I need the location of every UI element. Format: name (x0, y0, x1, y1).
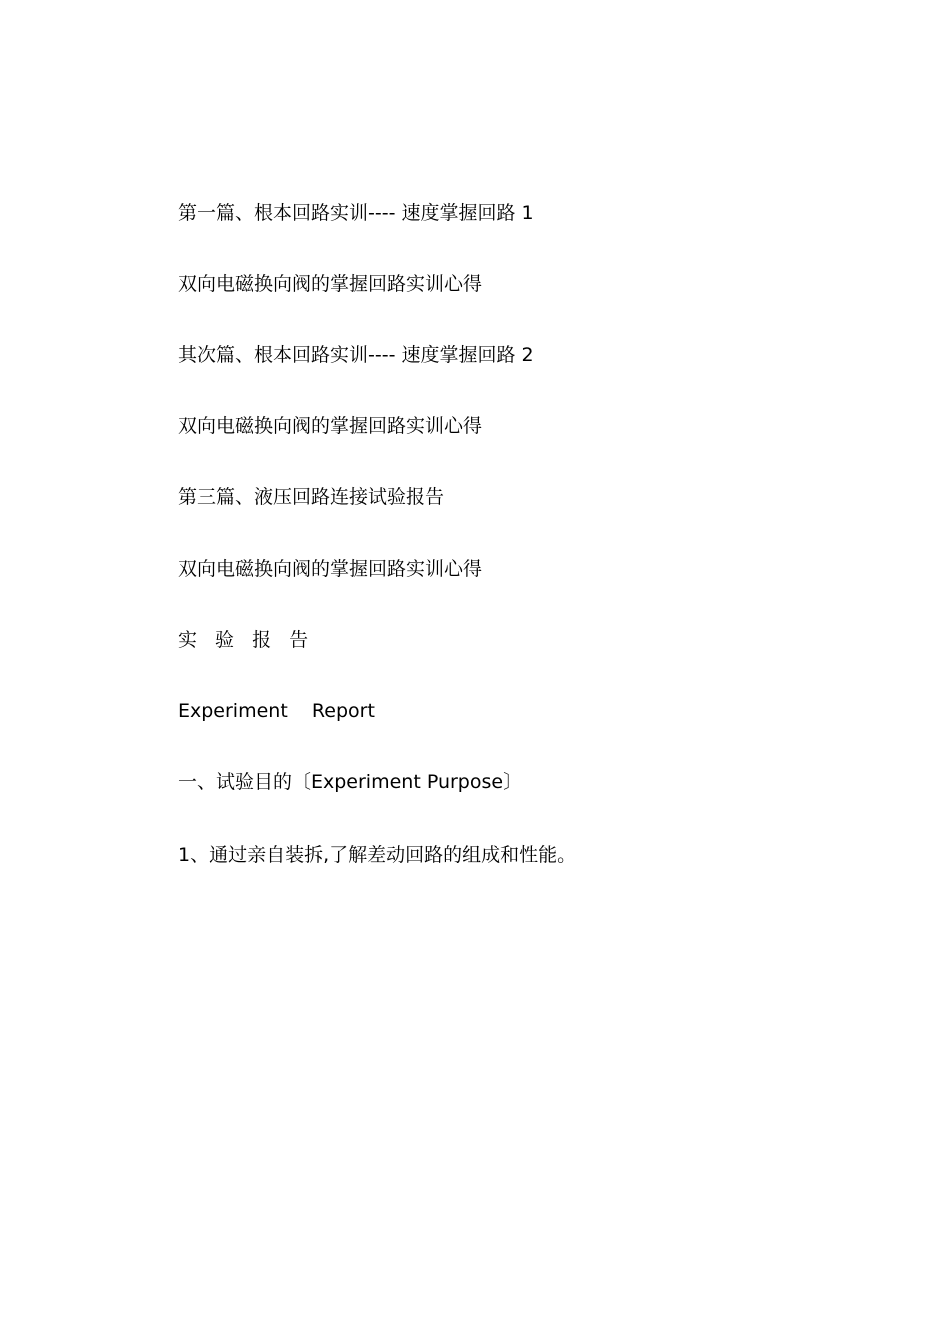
report-title-chinese: 实 验 报 告 (178, 629, 315, 651)
heading-part-one: 第一篇、根本回路实训---- 速度掌握回路 1 (178, 202, 534, 224)
purpose-item-1: 1、通过亲自装拆,了解差动回路的组成和性能。 (178, 844, 577, 866)
report-title-english: Experiment Report (178, 700, 375, 722)
subtitle-line-1: 双向电磁换向阀的掌握回路实训心得 (178, 273, 483, 295)
heading-part-three: 第三篇、液压回路连接试验报告 (178, 486, 445, 508)
subtitle-line-2: 双向电磁换向阀的掌握回路实训心得 (178, 415, 483, 437)
subtitle-line-3: 双向电磁换向阀的掌握回路实训心得 (178, 558, 483, 580)
heading-part-two: 其次篇、根本回路实训---- 速度掌握回路 2 (178, 344, 534, 366)
section-heading-purpose: 一、试验目的〔Experiment Purpose〕 (178, 771, 523, 793)
